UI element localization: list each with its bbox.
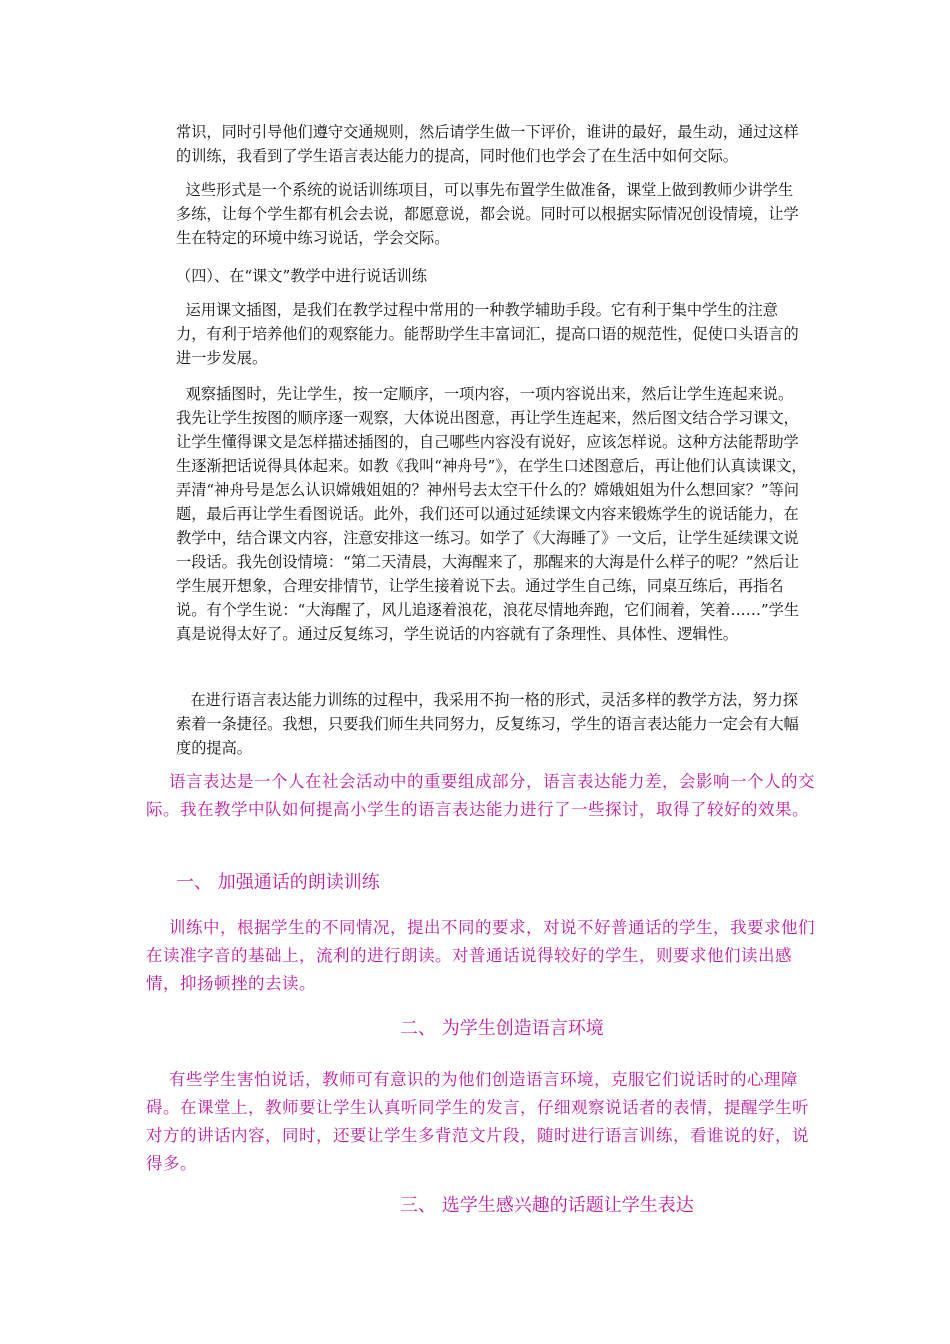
heading-language-environment: 二、 为学生创造语言环境 [400,1018,604,1039]
paragraph-speaking-system: 这些形式是一个系统的说话训练项目，可以事先布置学生做准备，课堂上做到教师少讲学生多练，让每个学生都有机会去说，都愿意说，都会说。同时可以根据实际情况创设情境，让学生在特定的环境中练习说话，学会交际。 [176,181,799,247]
pink-reading-paragraph: 训练中，根据学生的不同情况，提出不同的要求，对说不好普通话的学生，我要求他们在读准字音的基础上，流利的进行朗读。对普通话说得较好的学生，则要求他们读出感情，抑扬顿挫的去读。 [146,918,815,993]
heading-reading-training: 一、 加强通话的朗读训练 [176,872,380,893]
section-heading-four: （四）、在“课文”教学中进行说话训练 [176,267,427,285]
heading-interesting-topics: 三、 选学生感兴趣的话题让学生表达 [400,1195,694,1216]
paragraph-traffic-rules: 常识，同时引导他们遵守交通规则，然后请学生做一下评价，谁讲的最好，最生动，通过这样的训练，我看到了学生语言表达能力的提高，同时他们也学会了在生活中如何交际。 [176,123,799,165]
paragraph-conclusion: 在进行语言表达能力训练的过程中，我采用不拘一格的形式，灵活多样的教学方法，努力探索着一条捷径。我想，只要我们师生共同努力，反复练习，学生的语言表达能力一定会有大幅度的提高。 [176,691,799,757]
paragraph-illustrations: 运用课文插图，是我们在教学过程中常用的一种教学辅助手段。它有利于集中学生的注意力，有利于培养他们的观察能力。能帮助学生丰富词汇，提高口语的规范性，促使口头语言的进一步发展。 [176,301,799,367]
pink-intro-paragraph: 语言表达是一个人在社会活动中的重要组成部分，语言表达能力差，会影响一个人的交际。我在教学中队如何提高小学生的语言表达能力进行了一些探讨，取得了较好的效果。 [146,772,815,819]
pink-environment-paragraph: 有些学生害怕说话，教师可有意识的为他们创造语言环境，克服它们说话时的心理障碍。在课堂上，教师要让学生认真听同学生的发言，仔细观察说话者的表情，提醒学生听对方的讲话内容，同时，还要让学生多背范文片段，随时进行语言训练，看谁说的好，说得多。 [146,1070,809,1173]
paragraph-observe-illustrations: 观察插图时，先让学生，按一定顺序，一项内容，一项内容说出来，然后让学生连起来说。我先让学生按图的顺序逐一观察，大体说出图意，再让学生连起来，然后图文结合学习课文，让学生懂得课文是怎样描述插图的，自己哪些内容没有说好，应该怎样说。这种方法能帮助学生逐渐把话说得具体起来。如教《我叫“神舟号”》，在学生口述图意后，再让他们认真读课文，弄清“神舟号是怎么认识嫦娥姐姐的？神州号去太空干什么的？嫦娥姐姐为什么想回家？”等问题，最后再让学生看图说话。此外，我们还可以通过延续课文内容来锻炼学生的说话能力，在教学中，结合课文内容，注意安排这一练习。如学了《大海睡了》一文后，让学生延续课文说一段话。我先创设情境：“第二天清晨，大海醒来了，那醒来的大海是什么样子的呢？”然后让学生展开想象，合理安排情节，让学生接着说下去。通过学生自己练，同桌互练后，再指名说。有个学生说：“大海醒了，风儿追逐着浪花，浪花尽情地奔跑，它们闹着，笑着……”学生真是说得太好了。通过反复练习，学生说话的内容就有了条理性、具体性、逻辑性。 [176,385,807,643]
